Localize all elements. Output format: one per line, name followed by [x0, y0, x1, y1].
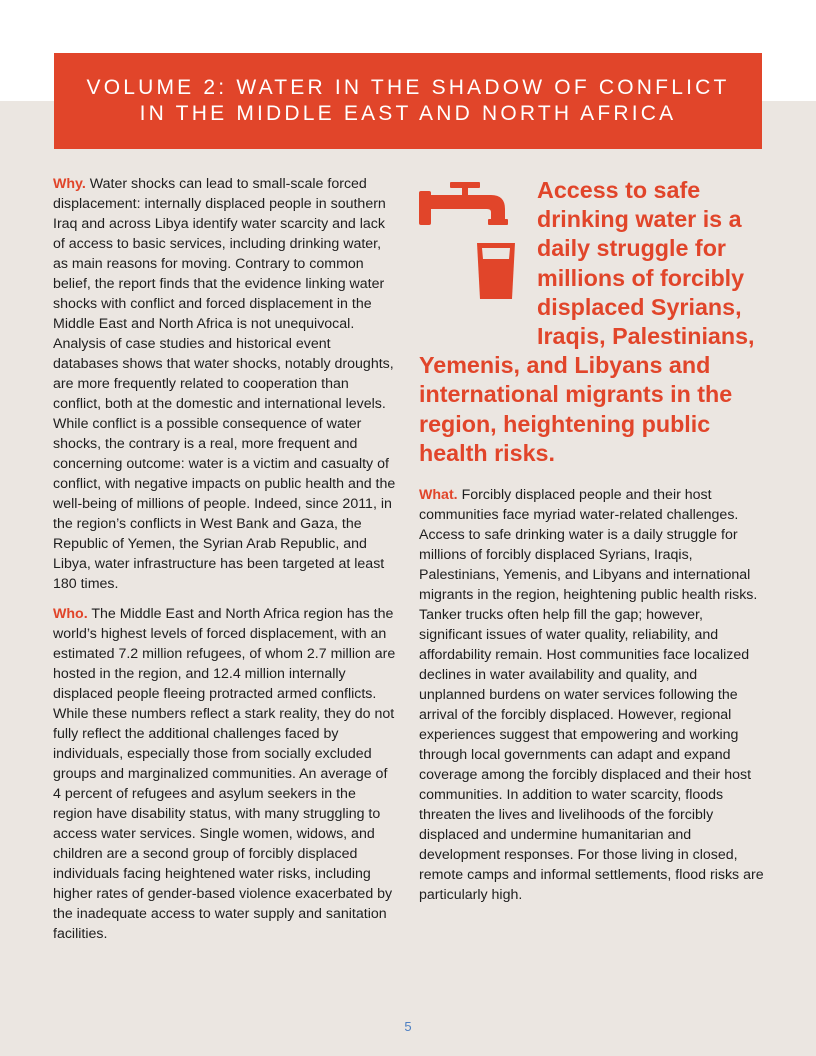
- right-column: [419, 485, 764, 905]
- what-paragraph: [419, 485, 764, 905]
- who-paragraph: [53, 604, 398, 944]
- page-title: VOLUME 2: WATER IN THE SHADOW OF CONFLICT IN THE MIDDLE EAST AND NORTH AFRICA: [86, 76, 730, 125]
- pull-quote-text: Access to safe drinking water is a daily struggle for millions of forcibly displaced Syrians, Iraqis, Palestinians, Yemenis, and Libyans and international migrants in the region, heightening public health risks.: [419, 177, 755, 466]
- left-column: [53, 174, 398, 944]
- who-lead: Who.: [53, 606, 88, 622]
- pull-quote: [419, 176, 769, 468]
- what-lead: What.: [419, 487, 458, 503]
- why-body: Water shocks can lead to small-scale forced displacement: internally displaced people in southern Iraq and across Libya identify water scarcity and lack of access to basic services, including drinking water, as main reasons for moving. Contrary to common belief, the report finds that the evidence linking water shocks with conflict and forced displacement in the Middle East and North Africa is not unequivocal. Analysis of case studies and historical event databases shows that water shocks, notably droughts, are more frequently related to cooperation than conflict, both at the domestic and international levels. While conflict is a possible consequence of water shocks, the contrary is a real, more frequent and concerning outcome: water is a victim and casualty of conflict, with negative impacts on public health and the well-being of millions of people. Indeed, since 2011, in the region’s conflicts in West Bank and Gaza, the Republic of Yemen, the Syrian Arab Republic, and Libya, water infrastructure has been targeted at least 180 times.: [53, 176, 396, 592]
- why-paragraph: [53, 174, 398, 594]
- title-banner: [54, 53, 762, 149]
- page-number: 5: [404, 1019, 412, 1034]
- who-body: The Middle East and North Africa region has the world’s highest levels of forced displacement, with an estimated 7.2 million refugees, of whom 2.7 million are hosted in the region, and 12.4 million internally displaced people fleeing protracted armed conflicts. While these numbers reflect a stark reality, they do not fully reflect the additional challenges faced by individuals, especially those from socially excluded groups and marginalized communities. An average of 4 percent of refugees and asylum seekers in the region have disability status, with many struggling to access water services. Single women, widows, and children are a second group of forcibly displaced individuals facing heightened water risks, including higher rates of gender-based violence exacerbated by the inadequate access to water supply and sanitation facilities.: [53, 606, 396, 942]
- why-lead: Why.: [53, 176, 86, 192]
- icon-spacer: [419, 176, 537, 324]
- what-body: Forcibly displaced people and their host communities face myriad water-related challenges. Access to safe drinking water is a daily struggle for millions of forcibly displaced Syrians, Iraqis, Palestinians, Yemenis, and Libyans and international migrants in the region, heightening public health risks. Tanker trucks often help fill the gap; however, significant issues of water quality, reliability, and affordability remain. Host communities face localized declines in water availability and quality, and unplanned burdens on water services following the arrival of the forcibly displaced. However, regional experiences suggest that empowering and working through local governments can adapt and expand coverage among the forcibly displaced and their host communities. In addition to water scarcity, floods threaten the lives and livelihoods of the forcibly displaced and undermine humanitarian and development responses. For those living in closed, remote camps and informal settlements, flood risks are particularly high.: [419, 487, 764, 903]
